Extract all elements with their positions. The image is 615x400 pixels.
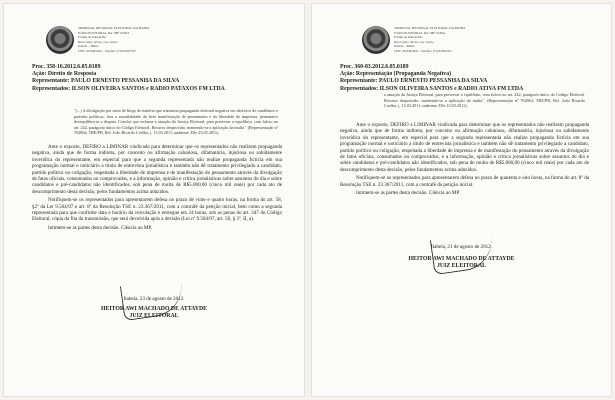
- action-type: Ação: Representação (Propaganda Negativa): [340, 71, 452, 78]
- court-header: [46, 26, 168, 54]
- case-metadata: [340, 64, 589, 93]
- coat-of-arms-icon: [362, 26, 390, 54]
- header-line: JUÍZO ELEITORAL DA 188ª ZONA: [394, 30, 446, 35]
- jurisprudence-quote: "(...) A divulgação por meio de blogs de matéria que transmita propaganda eleitoral negativa em desfavor de candidatos e partidos políticos, fora a razoabilidade da livre manifestação de pensamento e da liberdade de imprensa, permanece desequilibra-se a disputa. Conclui que reclama a atuação da Justiça Eleitoral, para preservar o equilíbrio, com fulcro no art. 242, parágrafo único do Código Eleitoral. Recurso desprovido, mantendo-se a aplicação da multa". (Representação nº 762864, TRE/PB, Rel. João Ricardo Coelho; j. 15.03.2011, unânime, DJe 23.03.2011).: [74, 108, 278, 136]
- decision-paragraph: Intimem-se as partes desta decisão. Ciência ao MP.: [48, 224, 152, 231]
- header-line: Rua Castro Alves, s/n, centro: [78, 39, 118, 44]
- header-line: JUÍZO ELEITORAL DA 188ª ZONA: [78, 30, 130, 35]
- action-type: Ação: Direito de Resposta: [32, 71, 97, 78]
- plaintiff: Representante: PAULO ERNESTO PESSANHA DA SILVA: [340, 78, 488, 85]
- defendants: Representados: ILSON OLIVEIRA SANTOS e RÁDIO PATAXÓS FM LTDA: [32, 85, 225, 92]
- decision-paragraph: Ante o exposto, DEFIRO a LIMINAR vindicada para determinar que os representados não realizem propaganda negativa, ainda que de forma indireta, por conceito ou afirmação caluniosa, difamatória, injuriosa ou sabidamente inverídica do representante, em especial para que a segunda representada não realize propaganda fictícia em sua programação normal e noticiário a título de entrevista jornalística e também não dê tratamento privilegiado a candidato, partido político ou coligação, respeitada a liberdade de imprensa e de manifestação do pensamento através da divulgação de fatos ofíciais, consumados ou comprovados, e a informação, opinião e crítica jornalísticas sobre assuntos do dia e sobre candidatos e pré-candidatos não identificados, sob pena de multa de R$5.000,00 (cinco mil reais) por cada ato de descumprimento desta decisão, pelos fundamentos acima aduzidos.: [32, 144, 282, 195]
- court-header-lines: [78, 26, 168, 54]
- header-line: CEP: 45.848-000 – Telefax: (73)32935357: [394, 48, 452, 53]
- plaintiff: Representante: PAULO ERNESTO PESSANHA DA SILVA: [32, 78, 180, 85]
- defendants: Representados: ILSON OLIVEIRA SANTOS e RÁDIO ATIVA FM LTDA: [340, 85, 524, 92]
- header-line: Fórum de Itabela-Ba: [394, 35, 423, 40]
- header-line: TRIBUNAL REGIONAL ELEITORAL DA BAHIA: [78, 26, 150, 30]
- signature-block: [312, 256, 611, 270]
- dateline: Itabela, 21 de agosto de 2012.: [431, 244, 492, 250]
- judge-name: HEITOR AWI MACHADO DE ATTAYDE: [100, 306, 208, 312]
- process-number: Proc. 360-83.2012.6.05.0189: [340, 64, 409, 70]
- judge-title: JUIZ ELEITORAL: [436, 263, 487, 269]
- decision-paragraph: Notifiquem-se os representados para apresentarem defesa no prazo de vinte e quatro horas, na forma do art. 58, §2º da Lei 9.504/97 e art. 8º da Resolução TSE n. 23.367/2011, com a contrafé da petição inicial, bem como a segunda representada para que confirme data e horário da veiculação e entregue em 24 horas, sob as penas do art. 347 do Código Eleitoral, cópia da fita da transmissão, que será devolvida após a decisão (Lei nº 9.504/97, art. 58, § 3º, II, a).: [32, 197, 282, 223]
- document-page-right: [312, 4, 611, 396]
- decision-body: [340, 122, 589, 198]
- decision-body: [32, 144, 282, 233]
- dateline: Itabela, 23 de agosto de 2012.: [123, 296, 185, 302]
- signature-block: [4, 306, 304, 320]
- case-metadata: [32, 64, 282, 93]
- header-line: Fórum de Itabela-Ba: [78, 35, 107, 40]
- coat-of-arms-icon: [46, 26, 74, 54]
- header-line: Itabela – Bahia: [78, 44, 99, 49]
- header-line: TRIBUNAL REGIONAL ELEITORAL DA BAHIA: [394, 26, 466, 30]
- court-header-lines: [394, 26, 484, 54]
- judge-name: HEITOR AWI MACHADO DE ATTAYDE: [408, 256, 515, 262]
- process-number: Proc. 358-16.2012.6.05.0189: [32, 64, 101, 70]
- decision-paragraph: Ante o exposto, DEFIRO a LIMINAR vindicada para determinar que os representados não realizem propaganda negativa, ainda que de forma indireta, por conceito ou afirmação caluniosa, difamatória, injuriosa ou sabidamente inverídica do representante, em especial para que a segunda representada não realize propaganda fictícia em sua programação normal e noticiário a título de entrevista jornalística e também não dê tratamento privilegiado a candidato, partido político ou coligação, respeitada a liberdade de imprensa e de manifestação do pensamento através da divulgação de fatos ofíciais, consumados ou comprovados, e a informação, opinião e crítica jornalísticas sobre assuntos do dia e sobre candidatos e pré-candidatos não identificados, sob pena de multa de R$5.000,00 (cinco mil reais) por cada ato de descumprimento desta decisão, pelos fundamentos acima aduzidos.: [340, 122, 589, 173]
- header-line: Itabela – Bahia: [394, 44, 415, 49]
- decision-paragraph: Intimem-se as partes desta decisão. Ciência ao MP.: [356, 190, 460, 197]
- header-line: Rua Castro Alves, s/n, centro: [394, 39, 434, 44]
- decision-paragraph: Notifiquem-se os representados para apresentarem defesa no prazo de quarenta e oito horas, na forma do art. 8º da Resolução TSE n. 23.367/2011, com a contrafé da petição inicial.: [340, 175, 589, 188]
- header-line: CEP: 45.848-000 – Telefax: (73)32935357: [78, 48, 136, 53]
- jurisprudence-quote: a atuação da Justiça Eleitoral, para preservar o equilíbrio, com fulcro no art. 242, parágrafo único do Código Eleitoral. Recurso desprovido, mantendo-se a aplicação da multa". (Representação nº 762864, TRE/PB, Rel. João Ricardo Coelho; j. 15.03.2011, unânime, DJe 23.03.2011).: [384, 92, 585, 109]
- court-header: [362, 26, 484, 54]
- judge-title: JUIZ ELEITORAL: [129, 313, 179, 319]
- document-page-left: [4, 4, 304, 396]
